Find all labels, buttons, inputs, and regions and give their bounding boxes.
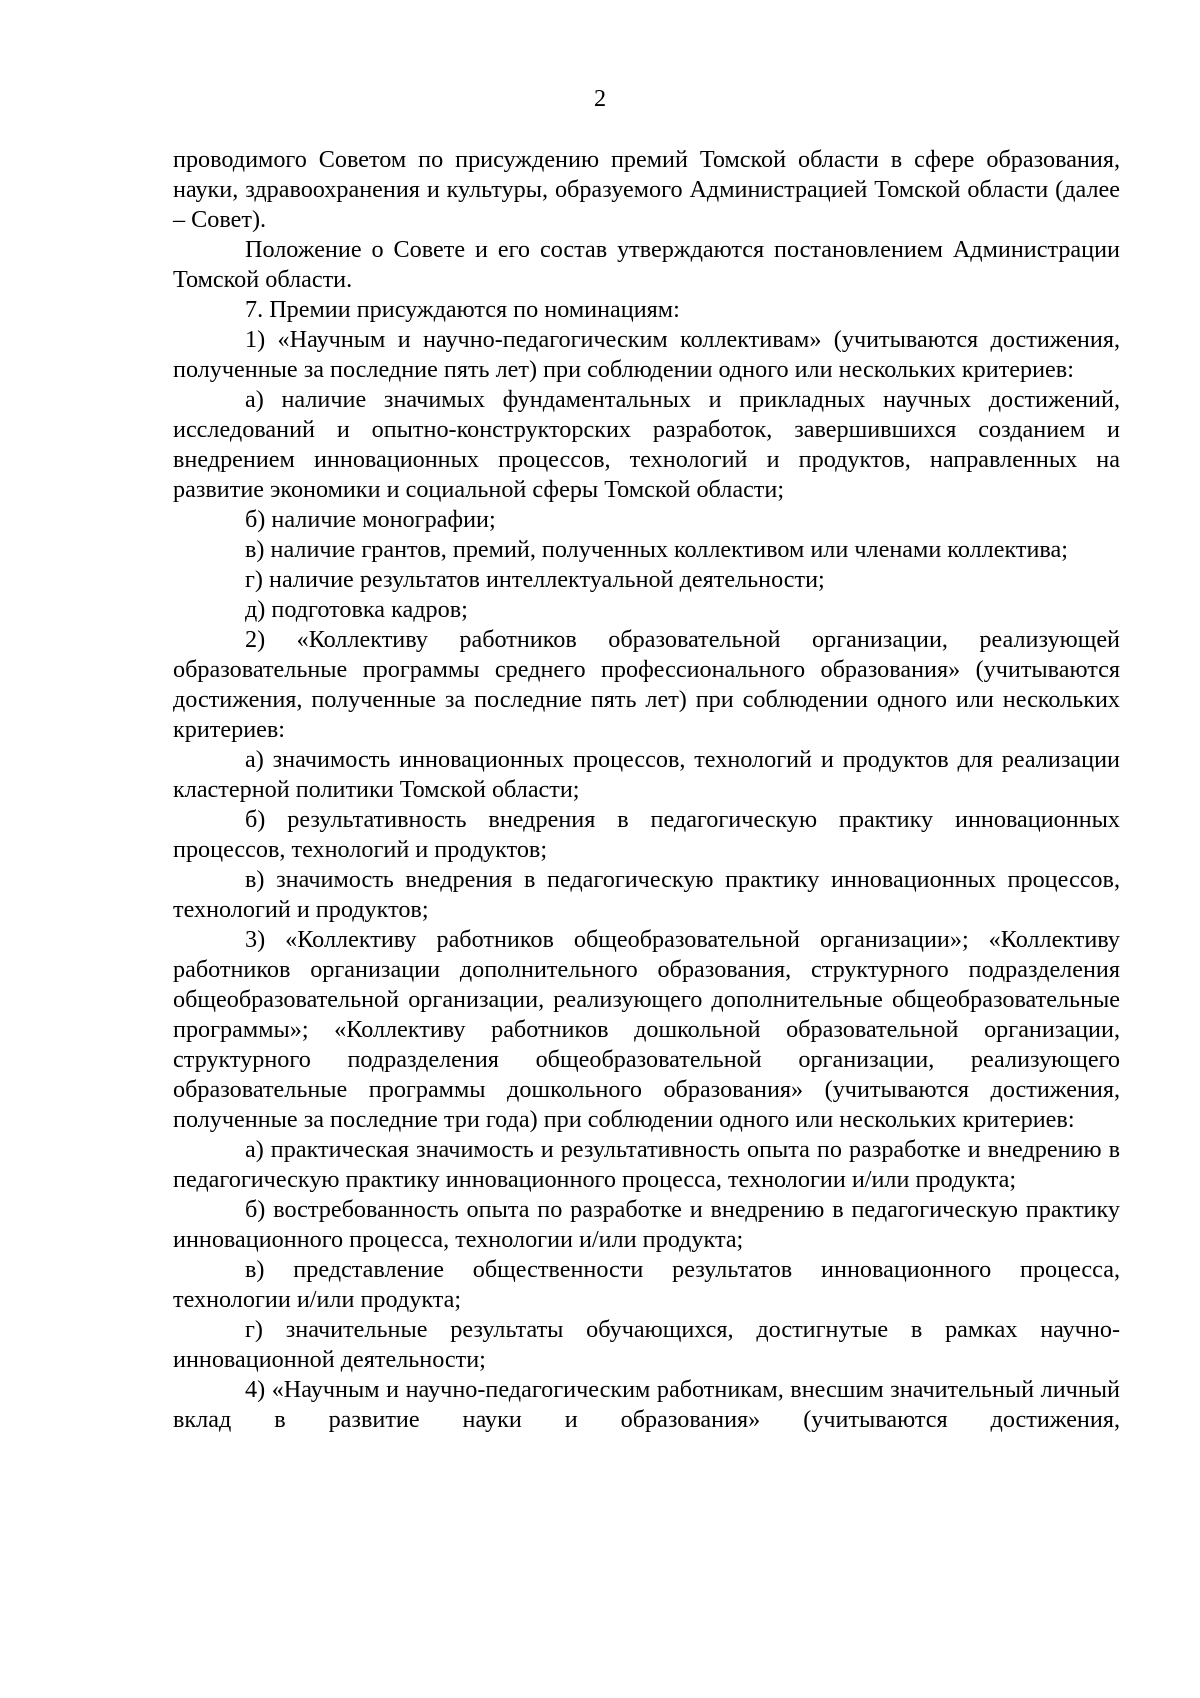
paragraph: проводимого Советом по присуждению премий Томской области в сфере образования, науки, здравоохранения и культуры, образуемого Администрацией Томской области (далее – Совет). xyxy=(173,146,1120,233)
paragraph: в) представление общественности результатов инновационного процесса, технологии и/или продукта; xyxy=(173,1256,1120,1313)
paragraph: а) значимость инновационных процессов, технологий и продуктов для реализации кластерной политики Томской области; xyxy=(173,746,1120,803)
paragraph: г) значительные результаты обучающихся, достигнутые в рамках научно-инновационной деятельности; xyxy=(173,1316,1120,1373)
paragraph: 1) «Научным и научно-педагогическим коллективам» (учитываются достижения, полученные за последние пять лет) при соблюдении одного или нескольких критериев: xyxy=(173,326,1120,383)
page-number: 2 xyxy=(593,85,607,112)
paragraph: г) наличие результатов интеллектуальной деятельности; xyxy=(245,566,825,593)
paragraph: в) значимость внедрения в педагогическую практику инновационных процессов, технологий и продуктов; xyxy=(173,866,1120,923)
paragraph: Положение о Совете и его состав утверждаются постановлением Администрации Томской области. xyxy=(173,236,1120,293)
paragraph: а) наличие значимых фундаментальных и прикладных научных достижений, исследований и опытно-конструкторских разработок, завершившихся созданием и внедрением инновационных процессов, технологий и продуктов, направленных на развитие экономики и социальной сферы Томской области; xyxy=(173,386,1120,503)
paragraph: 4) «Научным и научно-педагогическим работникам, внесшим значительный личный вклад в развитие науки и образования» (учитываются достижения, xyxy=(173,1376,1120,1433)
paragraph: б) результативность внедрения в педагогическую практику инновационных процессов, технологий и продуктов; xyxy=(173,806,1120,863)
paragraph: 7. Премии присуждаются по номинациям: xyxy=(245,296,680,323)
paragraph: д) подготовка кадров; xyxy=(245,596,468,623)
paragraph: б) наличие монографии; xyxy=(245,506,496,533)
paragraph: а) практическая значимость и результативность опыта по разработке и внедрению в педагогическую практику инновационного процесса, технологии и/или продукта; xyxy=(173,1136,1120,1193)
document-body xyxy=(173,145,1120,1435)
paragraph: б) востребованность опыта по разработке и внедрению в педагогическую практику инновационного процесса, технологии и/или продукта; xyxy=(173,1196,1120,1253)
paragraph: 2) «Коллективу работников образовательной организации, реализующей образовательные программы среднего профессионального образования» (учитываются достижения, полученные за последние пять лет) при соблюдении одного или нескольких критериев: xyxy=(173,626,1120,743)
paragraph: в) наличие грантов, премий, полученных коллективом или членами коллектива; xyxy=(245,536,1068,563)
paragraph: 3) «Коллективу работников общеобразовательной организации»; «Коллективу работников организации дополнительного образования, структурного подразделения общеобразовательной организации, реализующего дополнительные общеобразовательные программы»; «Коллективу работников дошкольной образовательной организации, структурного подразделения общеобразовательной организации, реализующего образовательные программы дошкольного образования» (учитываются достижения, полученные за последние три года) при соблюдении одного или нескольких критериев: xyxy=(173,926,1120,1133)
